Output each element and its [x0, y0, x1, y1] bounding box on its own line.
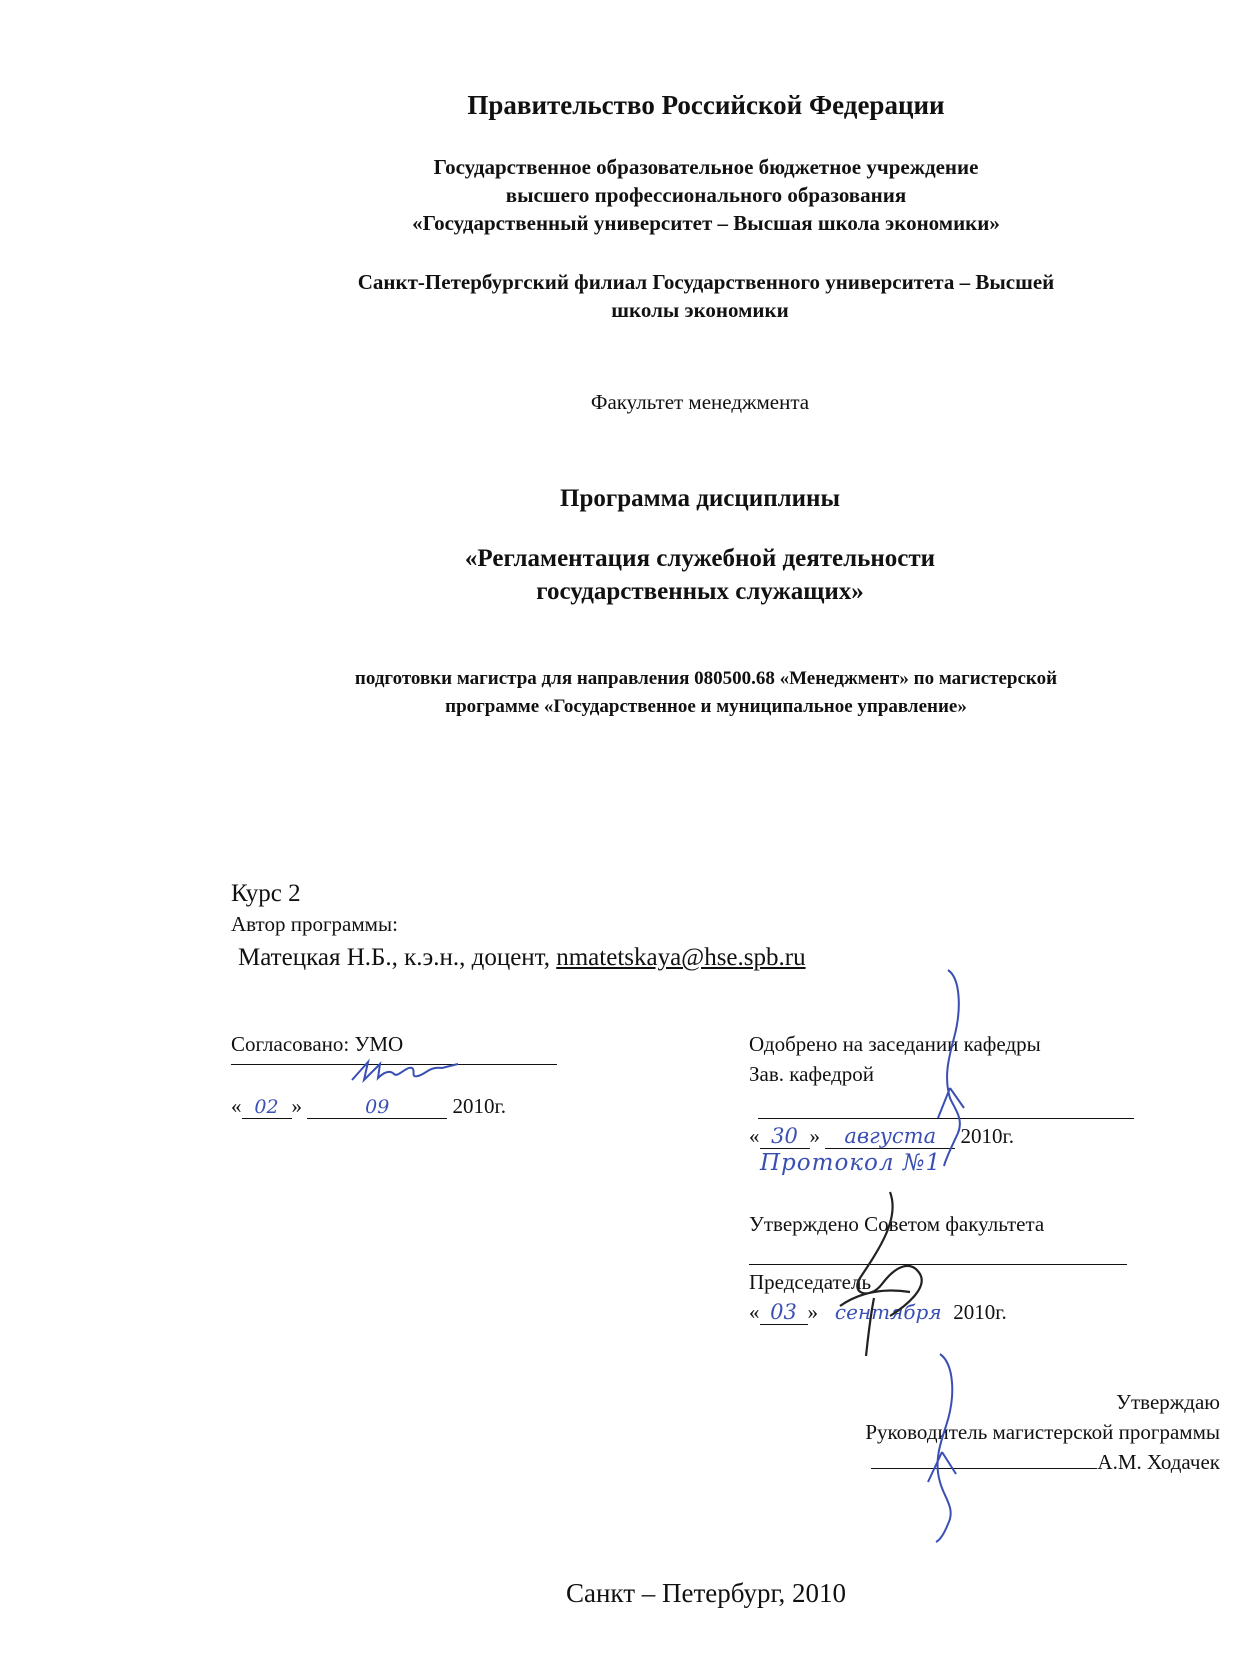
council-date-close: » [807, 1300, 818, 1324]
place-year: Санкт – Петербург, 2010 [565, 1578, 846, 1608]
program-title-line-2: государственных служащих» [536, 578, 864, 605]
author-line [238, 944, 806, 972]
council-year: 2010г. [953, 1300, 1007, 1324]
council-day: 03 [760, 1300, 808, 1325]
program-subtitle-line-2: программе «Государственное и муниципальное управление» [445, 696, 967, 717]
council-signature-scribble [820, 1188, 980, 1358]
umo-label: Согласовано: УМО [231, 1032, 404, 1056]
umo-signature-scribble [350, 1056, 460, 1086]
faculty-name: Факультет менеджмента [590, 390, 810, 414]
council-chair-label: Председатель [749, 1270, 872, 1294]
dept-date-open: « [749, 1124, 760, 1148]
council-month: сентября [834, 1300, 942, 1324]
branch-line-1: Санкт-Петербургский филиал Государственного университета – Высшей [357, 270, 1055, 294]
institution-line-1: Государственное образовательное бюджетное учреждение [433, 155, 979, 179]
approve-name: А.М. Ходачек [1097, 1450, 1220, 1474]
dept-protocol: Протокол №1 [760, 1150, 942, 1176]
umo-year: 2010г. [452, 1094, 506, 1118]
program-head-signature-scribble [916, 1352, 966, 1542]
dept-month: августа [825, 1124, 955, 1149]
government-title: Правительство Российской Федерации [467, 90, 945, 120]
program-subtitle-line-1: подготовки магистра для направления 080500.68 «Менеджмент» по магистерской [354, 668, 1058, 689]
umo-date-open: « [231, 1094, 242, 1118]
dept-date-close: » [809, 1124, 820, 1148]
course-label: Курс 2 [231, 880, 301, 907]
branch-line-2: школы экономики [611, 298, 789, 322]
dept-year: 2010г. [960, 1124, 1014, 1148]
dept-head-signature-scribble [920, 968, 980, 1168]
approve-signature-line [871, 1450, 1097, 1469]
program-title-line-1: «Регламентация служебной деятельности [464, 545, 936, 572]
dept-day: 30 [760, 1124, 810, 1149]
umo-month: 09 [307, 1096, 447, 1119]
author-name: Матецкая Н.Б., к.э.н., доцент, [238, 944, 550, 971]
dept-head-label: Зав. кафедрой [749, 1062, 875, 1086]
umo-date-close: » [291, 1094, 302, 1118]
approve-label: Утверждаю [1116, 1390, 1220, 1414]
approve-role: Руководитель магистерской программы [865, 1420, 1220, 1444]
author-email-link[interactable]: nmatetskaya@hse.spb.ru [556, 944, 806, 971]
council-date-open: « [749, 1300, 760, 1324]
dept-approval-label: Одобрено на заседании кафедры [749, 1032, 1041, 1056]
institution-line-2: высшего профессионального образования [505, 183, 907, 207]
author-label: Автор программы: [231, 912, 398, 936]
umo-date-line [231, 1094, 506, 1119]
program-heading: Программа дисциплины [560, 485, 840, 512]
institution-line-3: «Государственный университет – Высшая школа экономики» [412, 211, 1000, 235]
council-label: Утверждено Советом факультета [749, 1212, 1045, 1236]
umo-day: 02 [242, 1096, 292, 1119]
